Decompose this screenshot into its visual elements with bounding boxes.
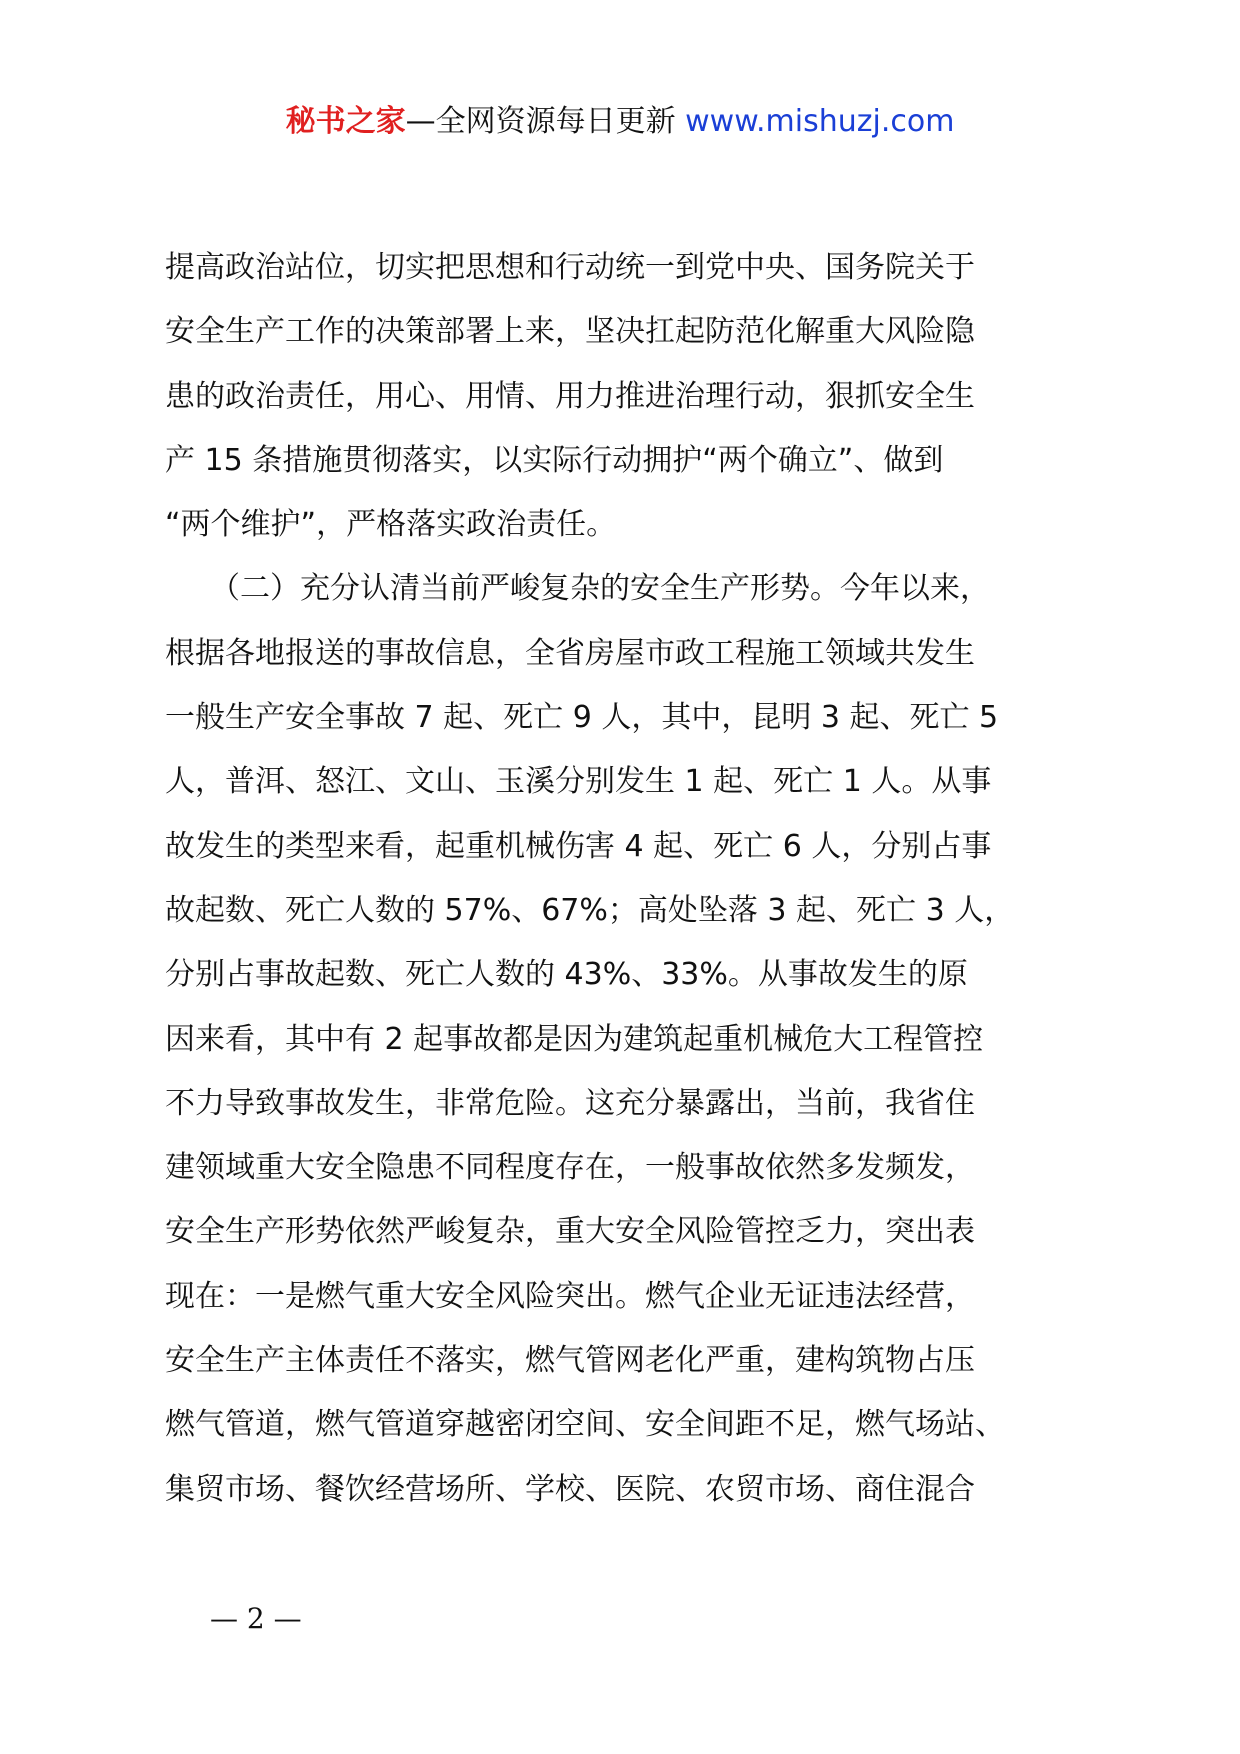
body-text: [165, 236, 1100, 1522]
page-number: — 2 —: [210, 1602, 302, 1635]
site-brand: 秘书之家: [285, 104, 406, 139]
text-line: 根据各地报送的事故信息，全省房屋市政工程施工领域共发生: [165, 635, 975, 671]
text-line: 因来看，其中有 2 起事故都是因为建筑起重机械危大工程管控: [165, 1021, 984, 1057]
text-line: 不力导致事故发生，非常危险。这充分暴露出，当前，我省住: [165, 1085, 975, 1121]
site-url-link[interactable]: www.mishuzj.com: [685, 104, 955, 139]
text-line: 建领域重大安全隐患不同程度存在，一般事故依然多发频发，: [165, 1150, 975, 1186]
text-line: 现在：一是燃气重大安全风险突出。燃气企业无证违法经营，: [165, 1278, 975, 1314]
text-line: 产 15 条措施贯彻落实，以实际行动拥护“两个确立”、做到: [165, 442, 944, 478]
text-line: 分别占事故起数、死亡人数的 43%、33%。从事故发生的原: [165, 957, 968, 993]
text-line: （二）充分认清当前严峻复杂的安全生产形势。今年以来，: [165, 571, 990, 607]
site-header: [0, 100, 1240, 144]
text-line: 安全生产形势依然严峻复杂，重大安全风险管控乏力，突出表: [165, 1214, 975, 1250]
text-line: 安全生产工作的决策部署上来，坚决扛起防范化解重大风险隐: [165, 314, 975, 350]
text-line: 燃气管道，燃气管道穿越密闭空间、安全间距不足，燃气场站、: [165, 1407, 1005, 1443]
text-line: 安全生产主体责任不落实，燃气管网老化严重，建构筑物占压: [165, 1343, 975, 1379]
text-line: 提高政治站位，切实把思想和行动统一到党中央、国务院关于: [165, 250, 975, 285]
text-line: 故起数、死亡人数的 57%、67%；高处坠落 3 起、死亡 3 人，: [165, 892, 1015, 928]
site-tagline: —全网资源每日更新: [405, 104, 686, 139]
text-line: “两个维护”，严格落实政治责任。: [165, 507, 617, 543]
text-line: 一般生产安全事故 7 起、死亡 9 人，其中，昆明 3 起、死亡 5: [165, 700, 999, 736]
text-line: 集贸市场、餐饮经营场所、学校、医院、农贸市场、商住混合: [165, 1471, 975, 1507]
text-line: 故发生的类型来看，起重机械伤害 4 起、死亡 6 人，分别占事: [165, 828, 992, 864]
text-line: 人，普洱、怒江、文山、玉溪分别发生 1 起、死亡 1 人。从事: [165, 764, 992, 800]
text-line: 患的政治责任，用心、用情、用力推进治理行动，狠抓安全生: [165, 378, 975, 414]
